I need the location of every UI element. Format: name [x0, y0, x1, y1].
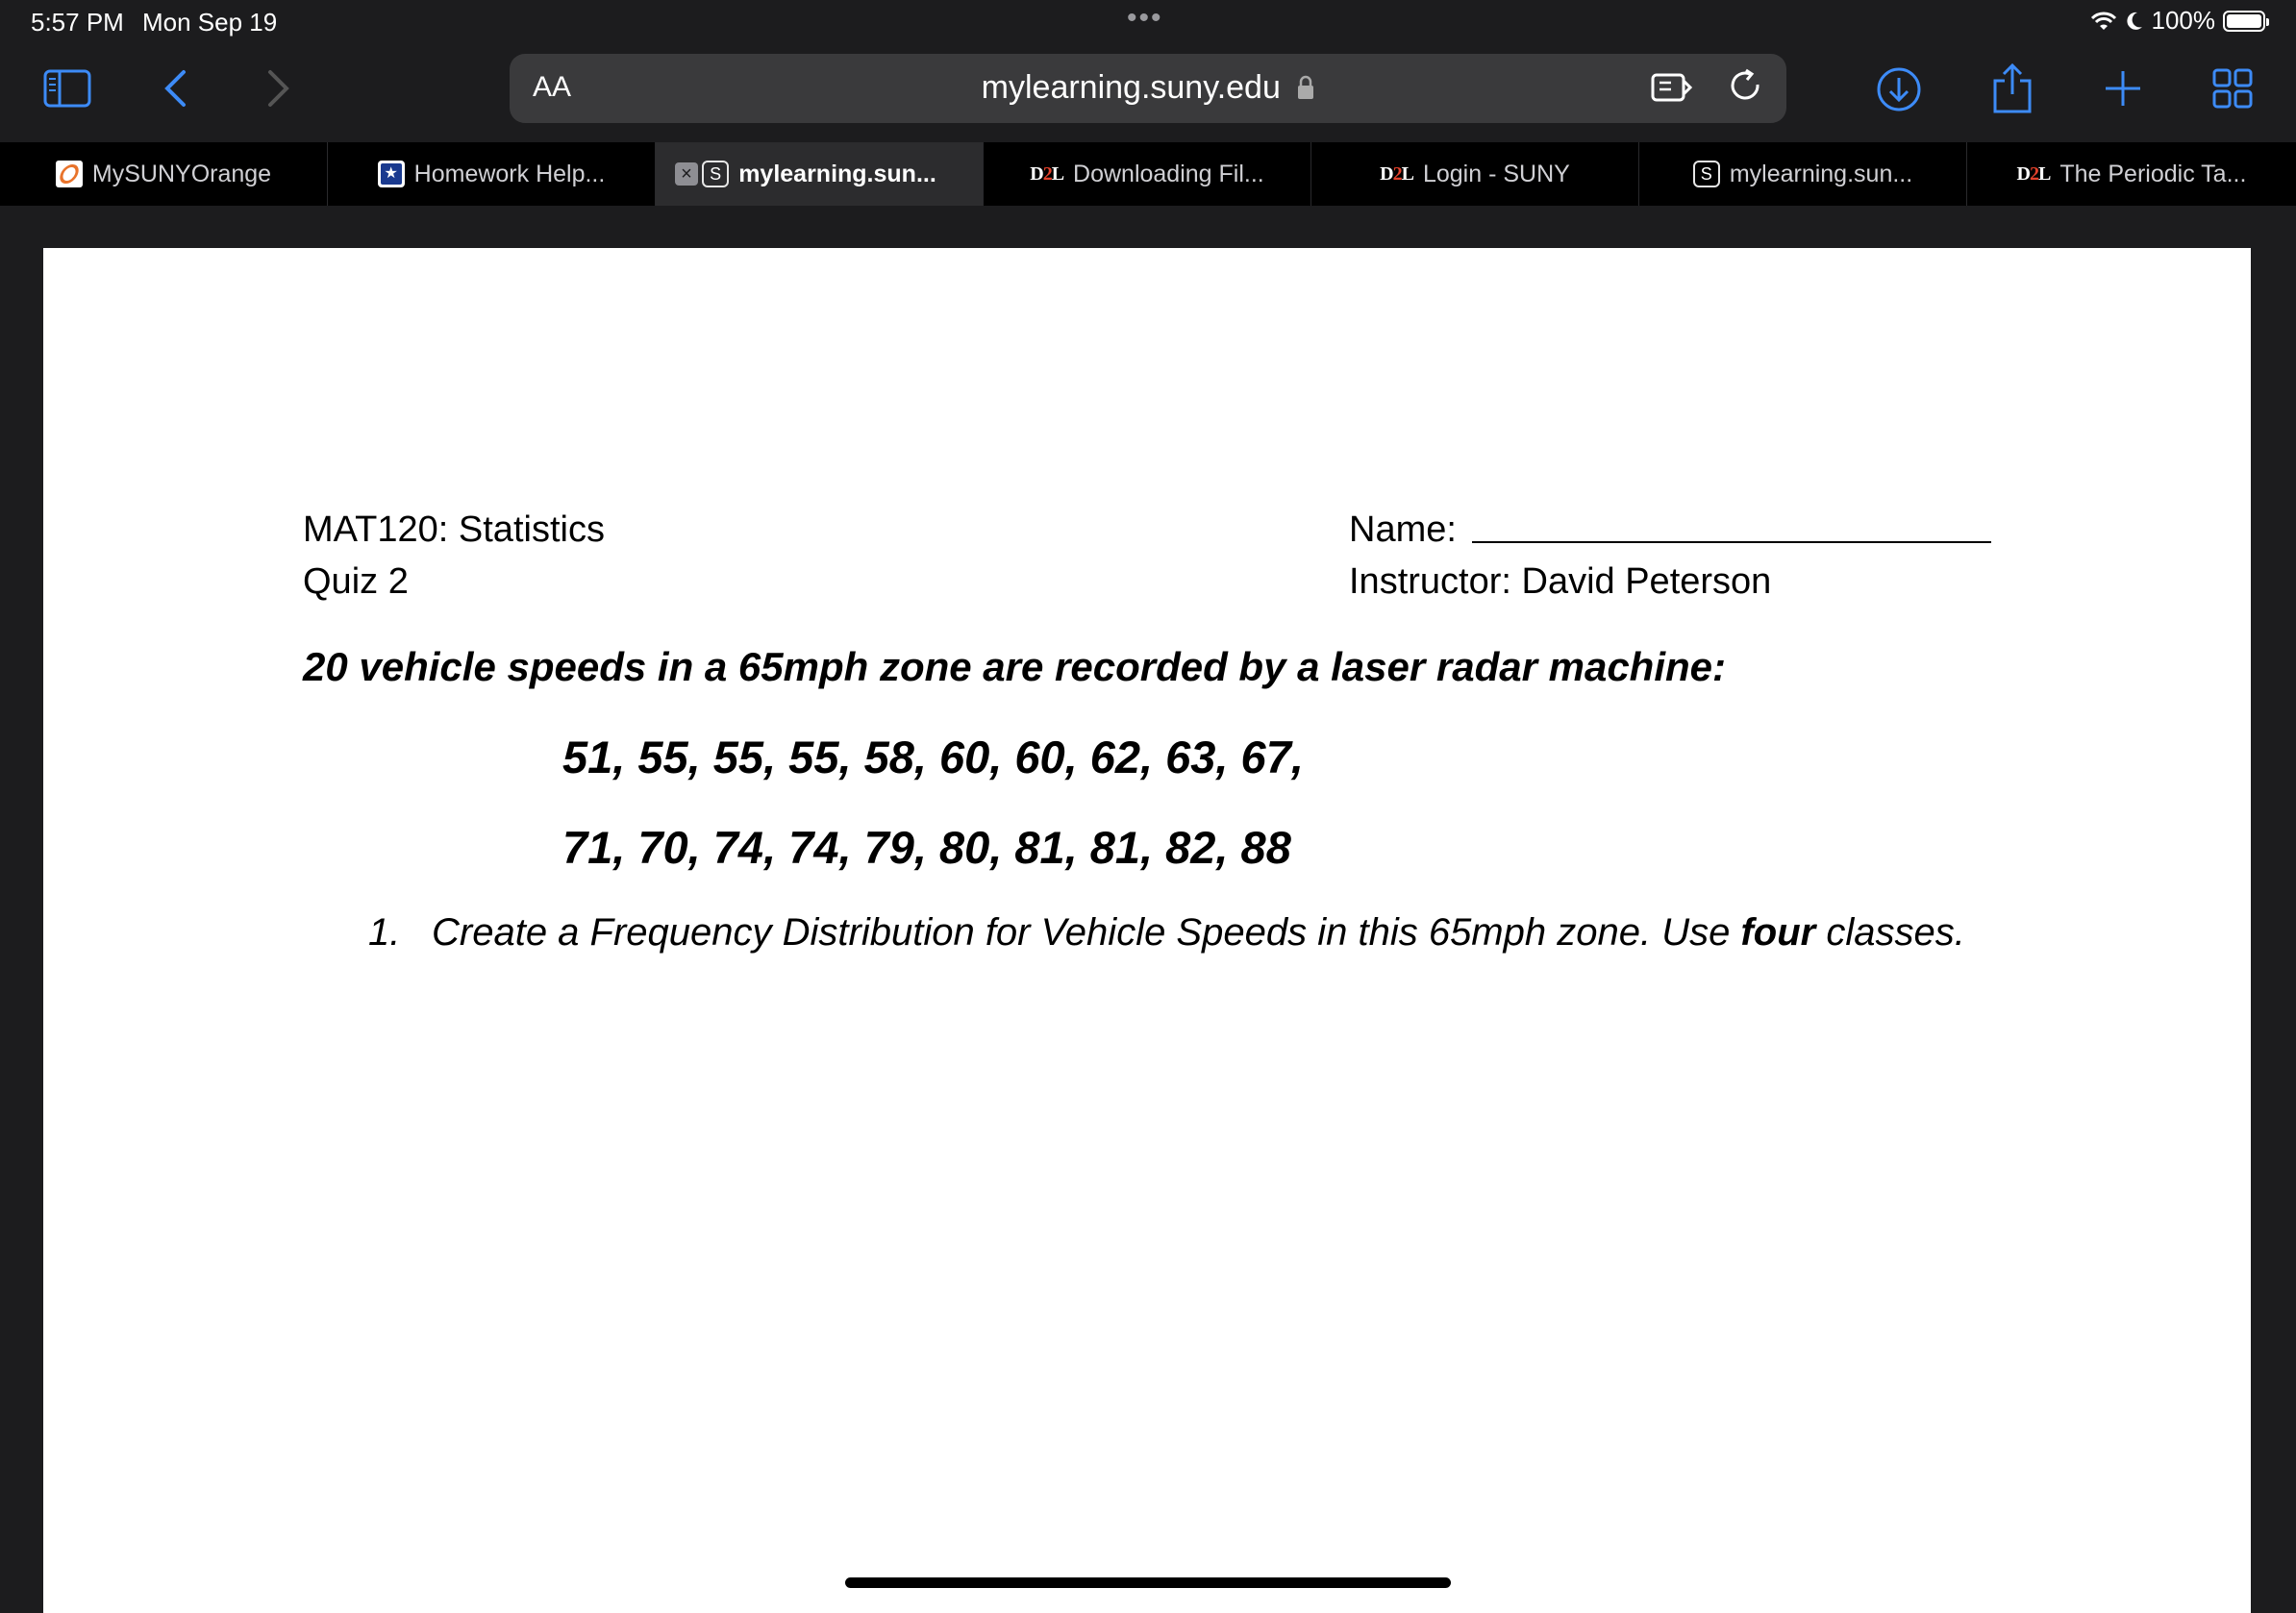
tab-overview-button[interactable]	[2211, 67, 2254, 110]
document-page[interactable]	[43, 248, 2251, 1613]
s-icon: S	[1693, 161, 1720, 187]
battery-icon	[2223, 11, 2265, 32]
plus-icon	[2104, 69, 2142, 108]
data-line-2: 71, 70, 74, 74, 79, 80, 81, 81, 82, 88	[562, 822, 1291, 873]
tab-periodic-table[interactable]	[1967, 142, 2296, 206]
tab-bar	[0, 142, 2296, 206]
tab-mysunyorange[interactable]	[0, 142, 328, 206]
sunyorange-icon	[56, 161, 83, 187]
course-title: MAT120: Statistics	[303, 509, 605, 550]
tab-label: Login - SUNY	[1422, 160, 1570, 187]
downloads-button[interactable]	[1875, 65, 1923, 113]
quiz-title: Quiz 2	[303, 561, 409, 602]
forward-button[interactable]	[260, 67, 298, 110]
text-size-button[interactable]: AA	[533, 71, 572, 103]
reader-button[interactable]	[1650, 67, 1694, 111]
tab-label: Downloading Fil...	[1073, 160, 1264, 187]
tab-label: mylearning.sun...	[1729, 160, 1913, 187]
name-field	[1349, 509, 1991, 551]
d2l-icon: D2L	[1030, 162, 1064, 185]
tab-homework-help[interactable]	[328, 142, 656, 206]
share-button[interactable]	[1990, 62, 2034, 115]
star-icon: ★	[378, 161, 405, 187]
question-number: 1.	[368, 911, 401, 954]
home-indicator[interactable]	[845, 1577, 1451, 1588]
grid-icon	[2212, 68, 2253, 109]
d2l-icon: D2L	[2016, 162, 2051, 185]
status-right	[2090, 6, 2266, 36]
chevron-right-icon	[266, 69, 291, 108]
tab-label: MySUNYOrange	[91, 160, 272, 187]
back-button[interactable]	[156, 67, 194, 110]
reader-icon	[1650, 67, 1694, 106]
tab-label: Homework Help...	[413, 160, 606, 187]
url-field[interactable]	[510, 69, 1786, 107]
problem-statement: 20 vehicle speeds in a 65mph zone are recorded by a laser radar machine:	[303, 644, 1727, 689]
d2l-icon: D2L	[1380, 162, 1413, 185]
chevron-left-icon	[162, 69, 187, 108]
share-icon	[1991, 62, 2034, 115]
name-label: Name:	[1349, 509, 1457, 550]
data-line-1: 51, 55, 55, 55, 58, 60, 60, 62, 63, 67,	[562, 732, 1304, 782]
tab-label: mylearning.sun...	[738, 160, 936, 187]
s-icon: S	[702, 161, 729, 187]
question-text: Create a Frequency Distribution for Vehicle Speeds in this 65mph zone. Use	[432, 911, 1741, 954]
tab-mylearning-active[interactable]	[656, 142, 984, 206]
address-bar[interactable]	[510, 54, 1786, 123]
download-icon	[1876, 66, 1922, 112]
reload-button[interactable]	[1727, 67, 1765, 111]
question-bold: four	[1740, 911, 1816, 954]
lock-icon	[1297, 75, 1314, 100]
sidebar-toggle-button[interactable]	[42, 67, 92, 110]
multitasking-dots-icon[interactable]: •••	[1127, 2, 1163, 34]
tab-mylearning-2[interactable]	[1639, 142, 1967, 206]
question-1	[368, 911, 1965, 955]
question-text-end: classes.	[1815, 911, 1965, 954]
moon-icon	[2125, 11, 2144, 32]
wifi-icon	[2090, 11, 2117, 32]
reload-icon	[1727, 67, 1765, 106]
tab-label: The Periodic Ta...	[2059, 160, 2247, 187]
sidebar-icon	[43, 69, 91, 108]
status-bar	[0, 0, 2296, 46]
status-time: 5:57 PM	[31, 8, 124, 37]
close-tab-icon[interactable]: ×	[675, 162, 698, 186]
status-date: Mon Sep 19	[142, 8, 278, 37]
name-blank	[1472, 512, 1991, 543]
url-text: mylearning.suny.edu	[981, 69, 1281, 106]
tab-downloading-files[interactable]	[984, 142, 1311, 206]
tab-login-suny[interactable]	[1311, 142, 1639, 206]
new-tab-button[interactable]	[2102, 67, 2144, 110]
instructor: Instructor: David Peterson	[1349, 561, 1772, 602]
battery-percent: 100%	[2151, 6, 2215, 35]
